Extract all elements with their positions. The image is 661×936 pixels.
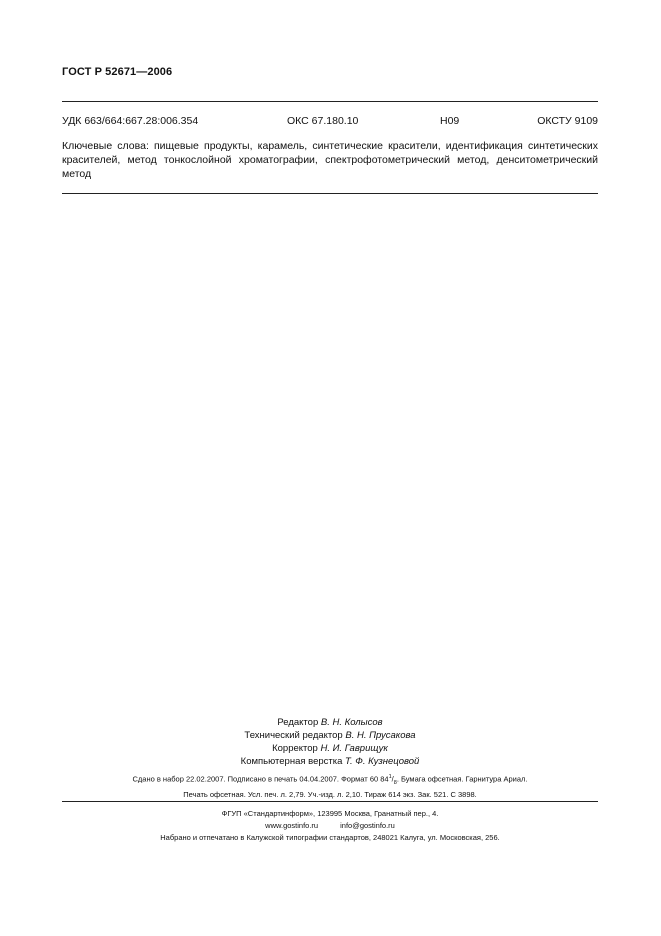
editor-line xyxy=(200,716,460,729)
editor-name: В. Н. Колысов xyxy=(320,717,383,728)
print-line-1-end: . Бумага офсетная. Гарнитура Ариал. xyxy=(396,774,528,784)
corrector-name: Н. И. Гаврищук xyxy=(320,743,388,754)
email-link[interactable]: info@gostinfo.ru xyxy=(340,821,395,830)
corrector-role: Корректор xyxy=(272,743,318,754)
printer-info: Набрано и отпечатано в Калужской типографии стандартов, 248021 Калуга, ул. Московская, 256. xyxy=(160,833,500,842)
layout-role: Компьютерная верстка xyxy=(240,756,343,767)
oks-code: ОКС 67.180.10 xyxy=(287,115,359,127)
credits-block xyxy=(200,716,460,768)
print-line-1-start: Сдано в набор 22.02.2007. Подписано в печать 04.04.2007. Формат 60 84 xyxy=(132,774,389,784)
document-code: ГОСТ Р 52671—2006 xyxy=(62,66,173,78)
keywords-divider xyxy=(62,193,598,194)
layout-line xyxy=(200,755,460,768)
publisher-address: ФГУП «Стандартинформ», 123995 Москва, Гранатный пер., 4. xyxy=(221,809,439,818)
editor-role: Редактор xyxy=(277,717,319,728)
format-subscript: 8 xyxy=(393,780,397,786)
publisher-footer xyxy=(62,808,598,844)
print-line-2: Печать офсетная. Усл. печ. л. 2,79. Уч.-изд. л. 2,10. Тираж 614 экз. Зак. 521. С 3898. xyxy=(183,790,477,799)
print-details xyxy=(62,771,598,801)
tech-editor-line xyxy=(200,729,460,742)
classification-row xyxy=(62,115,598,129)
okstu-code: ОКСТУ 9109 xyxy=(537,115,598,127)
print-line-1: Сдано в набор 22.02.2007. Подписано в печать 04.04.2007. Формат 60 $84^1/_8$. Бумага офсетная. Гарнитура Ариал. xyxy=(132,774,528,786)
footer-divider xyxy=(62,801,598,802)
corrector-line xyxy=(200,742,460,755)
publisher-contacts xyxy=(62,820,598,832)
udk-code: УДК 663/664:667.28:006.354 xyxy=(62,115,199,127)
layout-name: Т. Ф. Кузнецовой xyxy=(345,756,420,767)
tech-editor-role: Технический редактор xyxy=(244,730,343,741)
format-superscript: 1 xyxy=(388,774,392,780)
keywords-paragraph: Ключевые слова: пищевые продукты, карамель, синтетические красители, идентификация синтетических красителей, метод тонкослойной хроматографии, спектрофотометрический метод, денситометрический метод xyxy=(62,140,598,180)
tech-editor-name: В. Н. Прусакова xyxy=(345,730,416,741)
website-link[interactable]: www.gostinfo.ru xyxy=(265,821,319,830)
top-divider xyxy=(62,101,598,102)
group-code: Н09 xyxy=(440,115,460,127)
